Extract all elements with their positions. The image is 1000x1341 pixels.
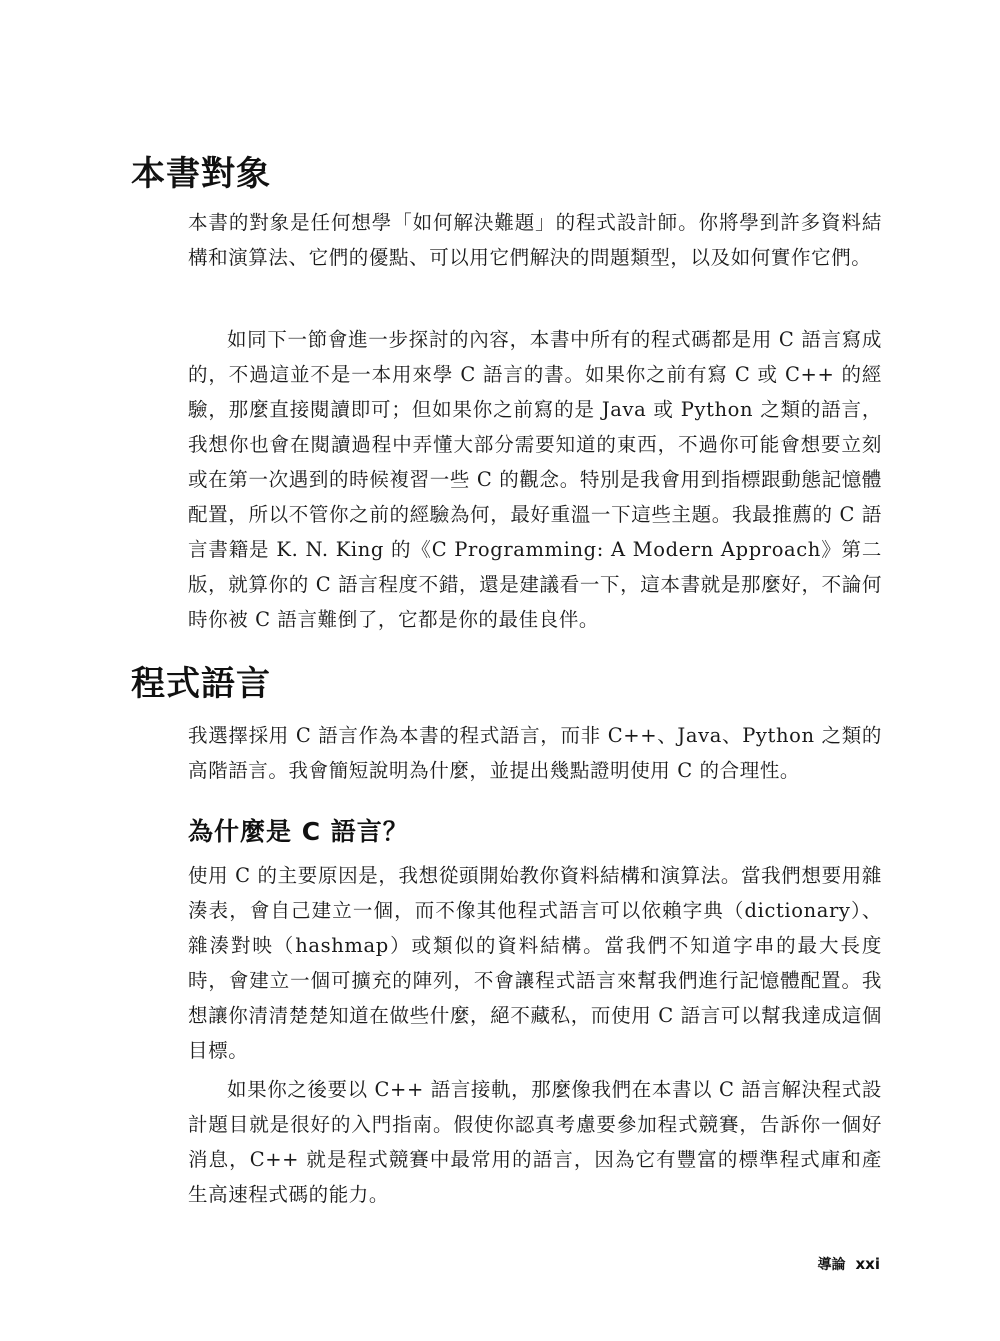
page-footer xyxy=(818,1254,881,1274)
paragraph-why-c-reason: 使用 C 的主要原因是，我想從頭開始教你資料結構和演算法。當我們想要用雜湊表，會自己建立一個，而不像其他程式語言可以依賴字典（dictionary）、雜湊對映（hashmap）或類似的資料結構。當我們不知道字串的最大長度時，會建立一個可擴充的陣列，不會讓程式語言來幫我們進行記憶體配置。我想讓你清清楚楚知道在做些什麼，絕不藏私，而使用 C 語言可以幫我達成這個目標。 xyxy=(188,864,882,1062)
section-heading-audience: 本書對象 xyxy=(131,154,271,194)
footer-chapter-title: 導論 xyxy=(817,1257,846,1273)
footer-page-number: xxi xyxy=(855,1255,880,1273)
paragraph-audience-intro: 本書的對象是任何想學「如何解決難題」的程式設計師。你將學到許多資料結構和演算法、它們的優點、可以用它們解決的問題類型，以及如何實作它們。 xyxy=(188,211,882,269)
subsection-heading-why-c: 為什麼是 C 語言？ xyxy=(188,817,409,846)
paragraph-audience-c-language: 如同下一節會進一步探討的內容，本書中所有的程式碼都是用 C 語言寫成的，不過這並不是一本用來學 C 語言的書。如果你之前有寫 C 或 C++ 的經驗，那麼直接閱讀即可；但如果你之前寫的是 Java 或 Python 之類的語言，我想你也會在閱讀過程中弄懂大部分需要知道的東西，不過你可能會想要立刻或在第一次遇到的時候複習一些 C 的觀念。特別是我會用到指標跟動態記憶體配置，所以不管你之前的經驗為何，最好重溫一下這些主題。我最推薦的 C 語言書籍是 K. N. King 的《C Programming: A Modern Approach》第二版，就算你的 C 語言程度不錯，還是建議看一下，這本書就是那麼好，不論何時你被 C 語言難倒了，它都是你的最佳良伴。 xyxy=(188,328,882,631)
paragraph-why-c-cpp: 如果你之後要以 C++ 語言接軌，那麼像我們在本書以 C 語言解決程式設計題目就是很好的入門指南。假使你認真考慮要參加程式競賽，告訴你一個好消息，C++ 就是程式競賽中最常用的語言，因為它有豐富的標準程式庫和產生高速程式碼的能力。 xyxy=(188,1078,882,1206)
paragraph-language-choice: 我選擇採用 C 語言作為本書的程式語言，而非 C++、Java、Python 之類的高階語言。我會簡短說明為什麼，並提出幾點證明使用 C 的合理性。 xyxy=(188,724,882,782)
section-heading-programming-language: 程式語言 xyxy=(131,664,271,704)
